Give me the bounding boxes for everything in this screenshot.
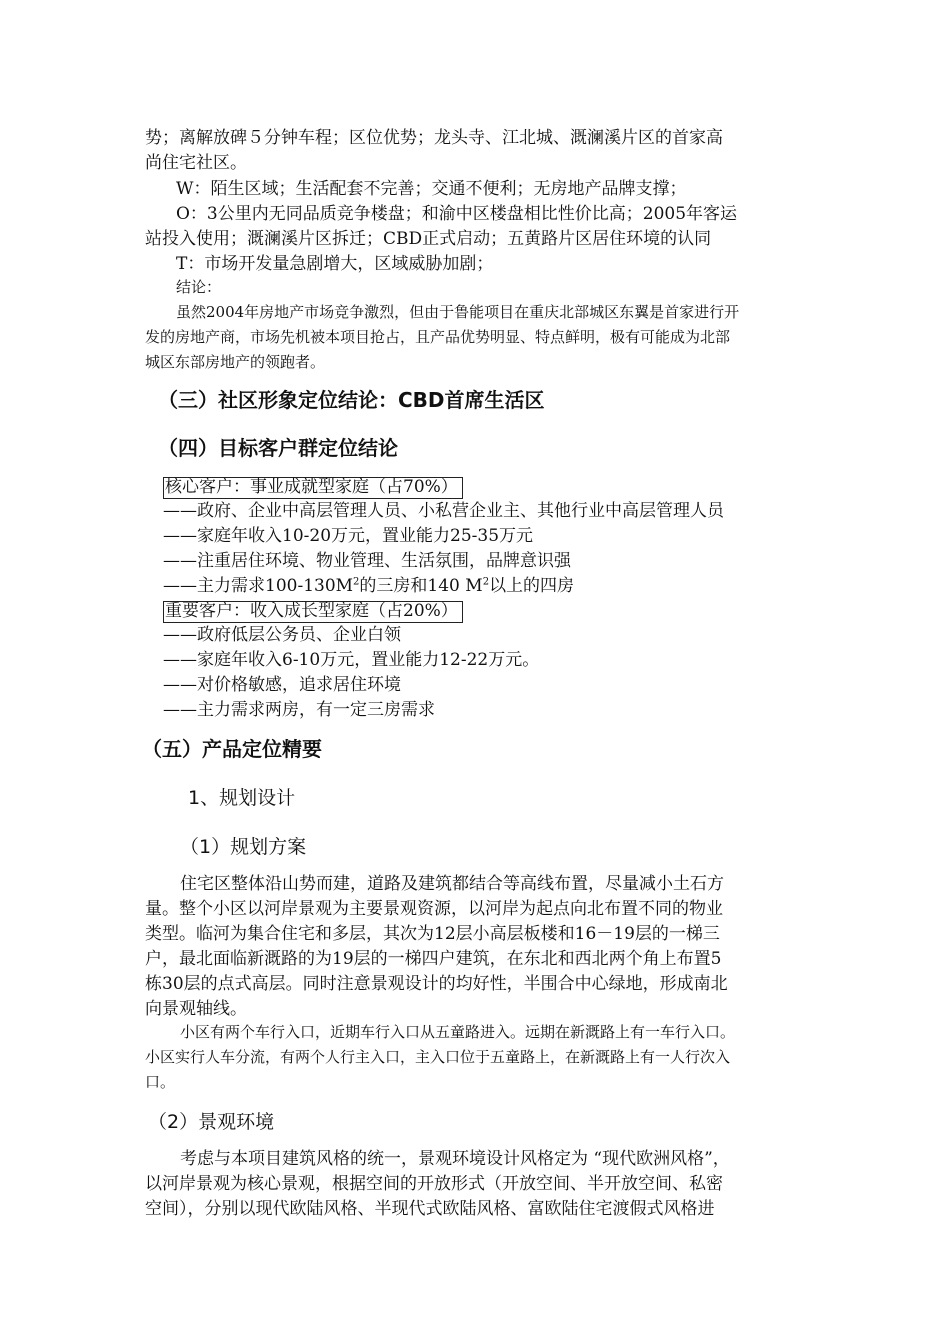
landscape-paragraph-line-1: 考虑与本项目建筑风格的统一，景观环境设计风格定为 “现代欧洲风格”， [180, 1149, 730, 1169]
subsection-planning-scheme: （1）规划方案 [180, 836, 307, 858]
plan-paragraph-line-6: 向景观轴线。 [145, 999, 247, 1019]
swot-opportunity-line-2: 站投入使用；溉澜溪片区拆迁；CBD正式启动；五黄路片区居住环境的认同 [145, 229, 712, 249]
important-customer-line-2: ——家庭年收入6-10万元，置业能力12-22万元。 [163, 650, 540, 670]
swot-opportunity-line-1: O：3公里内无同品质竞争楼盘；和渝中区楼盘相比性价比高；2005年客运 [176, 204, 738, 224]
important-customer-line-1: ——政府低层公务员、企业白领 [163, 625, 401, 645]
swot-weakness: W：陌生区域；生活配套不完善；交通不便利；无房地产品牌支撑； [176, 179, 687, 199]
core-line-4-part-c: 以上的四房 [489, 576, 575, 596]
swot-strength-continued-line-2: 尚住宅社区。 [145, 153, 247, 173]
core-line-4-sup-1: 2 [353, 576, 360, 588]
core-line-4-part-a: ——主力需求100-130M [163, 576, 354, 596]
important-customer-title: 重要客户：收入成长型家庭（占20%） [163, 601, 463, 623]
entrance-paragraph-line-1: 小区有两个车行入口，近期车行入口从五童路进入。远期在新溉路上有一车行入口。 [180, 1023, 736, 1041]
subsection-landscape: （2）景观环境 [148, 1111, 275, 1133]
important-customer-line-4: ——主力需求两房，有一定三房需求 [163, 700, 435, 720]
plan-paragraph-line-1: 住宅区整体沿山势而建，道路及建筑都结合等高线布置，尽量减小土石方 [180, 874, 724, 894]
core-line-4-sup-2: 2 [482, 576, 490, 588]
core-customer-title: 核心客户：事业成就型家庭（占70%） [163, 477, 463, 499]
core-customer-line-4 [163, 578, 574, 595]
core-customer-line-1: ——政府、企业中高层管理人员、小私营企业主、其他行业中高层管理人员 [163, 501, 724, 521]
core-customer-line-2: ——家庭年收入10-20万元，置业能力25-35万元 [163, 526, 534, 546]
plan-paragraph-line-2: 量。整个小区以河岸景观为主要景观资源，以河岸为起点向北布置不同的物业 [145, 899, 723, 919]
section-heading-4: （四）目标客户群定位结论 [158, 436, 398, 460]
conclusion-paragraph-line-1: 虽然2004年房地产市场竞争激烈，但由于鲁能项目在重庆北部城区东翼是首家进行开 [176, 303, 740, 321]
plan-paragraph-line-5: 栋30层的点式高层。同时注意景观设计的均好性，半围合中心绿地，形成南北 [145, 974, 728, 994]
plan-paragraph-line-3: 类型。临河为集合住宅和多层，其次为12层小高层板楼和16－19层的一梯三 [145, 924, 720, 944]
subsection-planning-design: 1、规划设计 [188, 787, 296, 809]
section-heading-5: （五）产品定位精要 [142, 737, 322, 761]
swot-strength-continued-line-1: 势；离解放碑５分钟车程；区位优势；龙头寺、江北城、溉澜溪片区的首家高 [145, 128, 723, 148]
core-line-4-part-b: 的三房和140 M [359, 576, 483, 596]
section-heading-3: （三）社区形象定位结论：CBD首席生活区 [158, 388, 545, 412]
important-customer-line-3: ——对价格敏感，追求居住环境 [163, 675, 401, 695]
plan-paragraph-line-4: 户，最北面临新溉路的为19层的一梯四户建筑，在东北和西北两个角上布置5 [145, 949, 722, 969]
core-customer-line-3: ——注重居住环境、物业管理、生活氛围，品牌意识强 [163, 551, 571, 571]
entrance-paragraph-line-2: 小区实行人车分流，有两个人行主入口，主入口位于五童路上，在新溉路上有一人行次入 [145, 1048, 731, 1066]
swot-threat: T：市场开发量急剧增大，区域威胁加剧； [176, 254, 494, 274]
landscape-paragraph-line-3: 空间），分别以现代欧陆风格、半现代式欧陆风格、富欧陆住宅渡假式风格进 [145, 1199, 715, 1219]
entrance-paragraph-line-3: 口。 [145, 1073, 176, 1091]
conclusion-paragraph-line-2: 发的房地产商，市场先机被本项目抢占，且产品优势明显、特点鲜明，极有可能成为北部 [145, 328, 731, 346]
conclusion-paragraph-line-3: 城区东部房地产的领跑者。 [145, 353, 326, 371]
landscape-paragraph-line-2: 以河岸景观为核心景观，根据空间的开放形式（开放空间、半开放空间、私密 [145, 1174, 723, 1194]
conclusion-label: 结论： [176, 278, 222, 296]
